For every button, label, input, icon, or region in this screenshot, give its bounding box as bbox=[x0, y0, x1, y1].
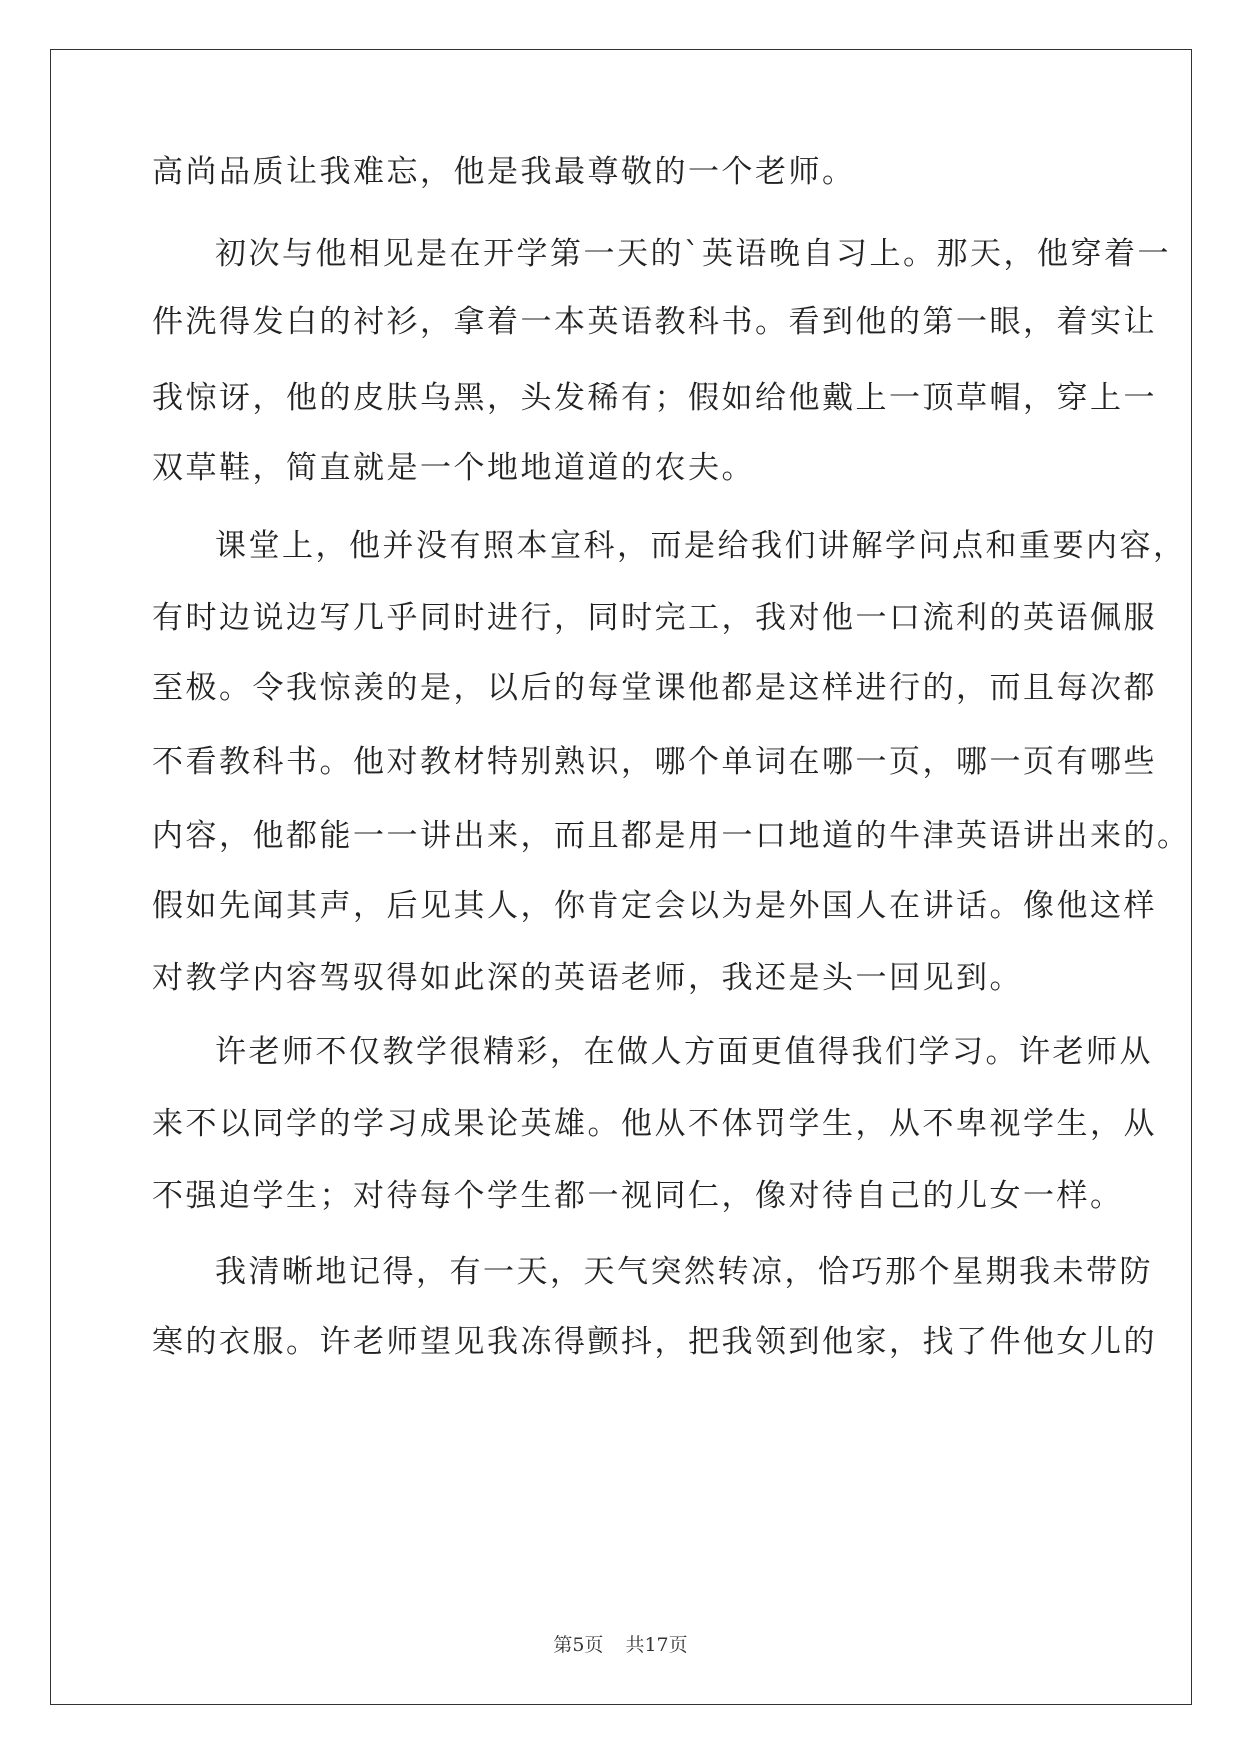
text-line: 不强迫学生；对待每个学生都一视同仁，像对待自己的儿女一样。 bbox=[152, 1178, 1124, 1214]
text-line: 件洗得发白的衬衫，拿着一本英语教科书。看到他的第一眼，着实让 bbox=[152, 304, 1157, 340]
text-line: 寒的衣服。许老师望见我冻得颤抖，把我领到他家，找了件他女儿的 bbox=[152, 1324, 1157, 1360]
page-total: 共17页 bbox=[625, 1634, 688, 1656]
page-number: 第5页 bbox=[553, 1634, 604, 1656]
page-footer bbox=[0, 1630, 1241, 1657]
page-border bbox=[50, 49, 1192, 1705]
text-line: 来不以同学的学习成果论英雄。他从不体罚学生，从不卑视学生，从 bbox=[152, 1106, 1157, 1142]
text-line: 我惊讶，他的皮肤乌黑，头发稀有；假如给他戴上一顶草帽，穿上一 bbox=[152, 380, 1157, 416]
text-line: 假如先闻其声，后见其人，你肯定会以为是外国人在讲话。像他这样 bbox=[152, 888, 1157, 924]
text-line: 许老师不仅教学很精彩，在做人方面更值得我们学习。许老师从 bbox=[215, 1034, 1153, 1070]
text-line: 至极。令我惊羡的是，以后的每堂课他都是这样进行的，而且每次都 bbox=[152, 670, 1157, 706]
text-line: 初次与他相见是在开学第一天的`英语晚自习上。那天，他穿着一 bbox=[215, 236, 1171, 272]
text-line: 对教学内容驾驭得如此深的英语老师，我还是头一回见到。 bbox=[152, 960, 1023, 996]
text-line: 有时边说边写几乎同时进行，同时完工，我对他一口流利的英语佩服 bbox=[152, 600, 1157, 636]
text-line: 课堂上，他并没有照本宣科，而是给我们讲解学问点和重要内容， bbox=[215, 528, 1187, 564]
text-line: 内容，他都能一一讲出来，而且都是用一口地道的牛津英语讲出来的。 bbox=[152, 818, 1191, 854]
text-line: 不看教科书。他对教材特别熟识，哪个单词在哪一页，哪一页有哪些 bbox=[152, 744, 1157, 780]
text-line: 双草鞋，简直就是一个地地道道的农夫。 bbox=[152, 450, 755, 486]
text-line: 我清晰地记得，有一天，天气突然转凉，恰巧那个星期我未带防 bbox=[215, 1254, 1153, 1290]
text-line: 高尚品质让我难忘，他是我最尊敬的一个老师。 bbox=[152, 154, 856, 190]
